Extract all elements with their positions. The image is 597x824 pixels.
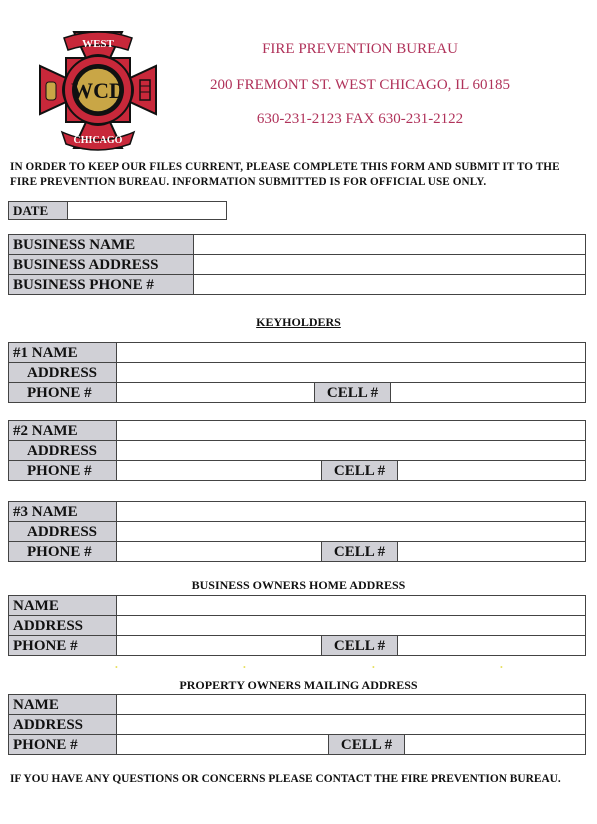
- intro-instructions: IN ORDER TO KEEP OUR FILES CURRENT, PLEASE COMPLETE THIS FORM AND SUBMIT IT TO THE FIRE PREVENTION BUREAU. INFORMATION SUBMITTED IS FOR OFFICIAL USE ONLY.: [10, 161, 560, 188]
- keyholder-name-label: #3 NAME: [9, 502, 117, 522]
- keyholders-heading: KEYHOLDERS: [256, 315, 341, 329]
- scan-specks: •: [115, 663, 118, 672]
- owner-home-heading: BUSINESS OWNERS HOME ADDRESS: [191, 578, 406, 592]
- owner-cell-input[interactable]: [398, 636, 586, 656]
- property-cell-label: CELL #: [329, 735, 405, 755]
- business-name-input[interactable]: [194, 235, 586, 255]
- keyholder-phone-input[interactable]: [117, 542, 322, 562]
- keyholder-name-input[interactable]: [117, 502, 586, 522]
- scan-specks: •: [500, 663, 503, 672]
- keyholder-phone-label: PHONE #: [9, 461, 117, 481]
- keyholder-cell-input[interactable]: [398, 542, 586, 562]
- date-label: DATE: [9, 202, 68, 219]
- keyholder-name-label: #1 NAME: [9, 343, 117, 363]
- scan-specks: •: [372, 663, 375, 672]
- keyholder-2-table: [8, 420, 586, 481]
- property-cell-input[interactable]: [405, 735, 586, 755]
- keyholder-cell-label: CELL #: [322, 542, 398, 562]
- keyholder-cell-input[interactable]: [391, 383, 586, 403]
- business-address-input[interactable]: [194, 255, 586, 275]
- keyholder-address-label: ADDRESS: [9, 441, 117, 461]
- keyholder-address-input[interactable]: [117, 522, 586, 542]
- owner-name-input[interactable]: [117, 596, 586, 616]
- keyholder-name-input[interactable]: [117, 421, 586, 441]
- bureau-name: FIRE PREVENTION BUREAU: [262, 41, 458, 57]
- keyholder-cell-input[interactable]: [398, 461, 586, 481]
- keyholder-name-label: #2 NAME: [9, 421, 117, 441]
- scan-specks: •: [243, 663, 246, 672]
- keyholder-phone-label: PHONE #: [9, 383, 117, 403]
- keyholder-address-label: ADDRESS: [9, 363, 117, 383]
- logo-monogram: WCD: [71, 78, 125, 103]
- business-phone-input[interactable]: [194, 275, 586, 295]
- bureau-phone: 630-231-2123 FAX 630-231-2122: [256, 111, 464, 127]
- keyholder-address-input[interactable]: [117, 363, 586, 383]
- owner-address-input[interactable]: [117, 616, 586, 636]
- keyholder-cell-label: CELL #: [315, 383, 391, 403]
- keyholder-phone-input[interactable]: [117, 461, 322, 481]
- date-field: [8, 201, 227, 220]
- keyholder-address-input[interactable]: [117, 441, 586, 461]
- property-owner-table: [8, 694, 586, 755]
- bureau-address: 200 FREMONT ST. WEST CHICAGO, IL 60185: [209, 77, 510, 93]
- owner-cell-label: CELL #: [322, 636, 398, 656]
- owner-home-table: [8, 595, 586, 656]
- business-table: [8, 234, 586, 295]
- owner-address-label: ADDRESS: [9, 616, 117, 636]
- owner-name-label: NAME: [9, 596, 117, 616]
- business-name-label: BUSINESS NAME: [9, 235, 194, 255]
- keyholder-3-table: [8, 501, 586, 562]
- logo-top-text: WEST: [82, 38, 114, 50]
- property-address-input[interactable]: [117, 715, 586, 735]
- logo-bottom-text: CHICAGO: [73, 135, 123, 146]
- keyholder-address-label: ADDRESS: [9, 522, 117, 542]
- owner-phone-input[interactable]: [117, 636, 322, 656]
- property-name-label: NAME: [9, 695, 117, 715]
- keyholder-phone-input[interactable]: [117, 383, 315, 403]
- keyholder-phone-label: PHONE #: [9, 542, 117, 562]
- property-owner-heading: PROPERTY OWNERS MAILING ADDRESS: [179, 678, 418, 692]
- keyholder-cell-label: CELL #: [322, 461, 398, 481]
- owner-phone-label: PHONE #: [9, 636, 117, 656]
- property-address-label: ADDRESS: [9, 715, 117, 735]
- date-input[interactable]: [68, 202, 226, 219]
- keyholder-1-table: [8, 342, 586, 403]
- fire-department-badge-logo: [36, 28, 160, 152]
- property-phone-label: PHONE #: [9, 735, 117, 755]
- property-name-input[interactable]: [117, 695, 586, 715]
- business-phone-label: BUSINESS PHONE #: [9, 275, 194, 295]
- property-phone-input[interactable]: [117, 735, 329, 755]
- letterhead: [200, 38, 520, 128]
- footer-contact-note: IF YOU HAVE ANY QUESTIONS OR CONCERNS PLEASE CONTACT THE FIRE PREVENTION BUREAU.: [10, 773, 561, 785]
- business-address-label: BUSINESS ADDRESS: [9, 255, 194, 275]
- keyholder-name-input[interactable]: [117, 343, 586, 363]
